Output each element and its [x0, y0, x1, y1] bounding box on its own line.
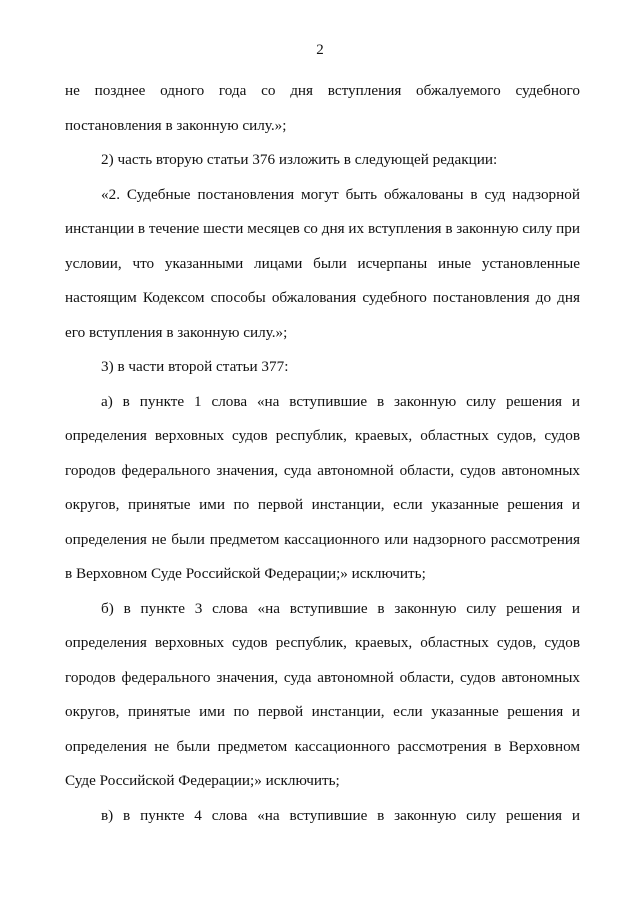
page-number: 2 — [316, 42, 324, 58]
paragraph-continuation: не позднее одного года со дня вступления обжалуемого судебного постановления в законную силу.»; — [65, 82, 580, 134]
document-body — [65, 74, 580, 833]
paragraph-subitem-b: б) в пункте 3 слова «на вступившие в законную силу решения и определения верховных судов республик, краевых, областных судов, судов городов федерального значения, суда автономной области, судов автономных округов, принятые ими по первой инстанции, если указанные решения и определения не были предметом кассационного рассмотрения в Верховном Суде Российской Федерации;» исключить; — [65, 599, 580, 789]
paragraph-item-2: 2) часть вторую статьи 376 изложить в следующей редакции: — [101, 151, 498, 168]
paragraph-quoted-article-376: «2. Судебные постановления могут быть обжалованы в суд надзорной инстанции в течение шести месяцев со дня их вступления в законную силу при условии, что указанными лицами были исчерпаны иные установленные настоящим Кодексом способы обжалования судебного постановления до дня его вступления в законную силу.»; — [65, 185, 580, 341]
paragraph-subitem-a: а) в пункте 1 слова «на вступившие в законную силу решения и определения верховных судов республик, краевых, областных судов, судов городов федерального значения, суда автономной области, судов автономных округов, принятые ими по первой инстанции, если указанные решения и определения не были предметом кассационного или надзорного рассмотрения в Верховном Суде Российской Федерации;» исключить; — [65, 392, 580, 582]
paragraph-subitem-v: в) в пункте 4 слова «на вступившие в законную силу решения и — [101, 806, 580, 824]
paragraph-item-3: 3) в части второй статьи 377: — [101, 358, 289, 375]
